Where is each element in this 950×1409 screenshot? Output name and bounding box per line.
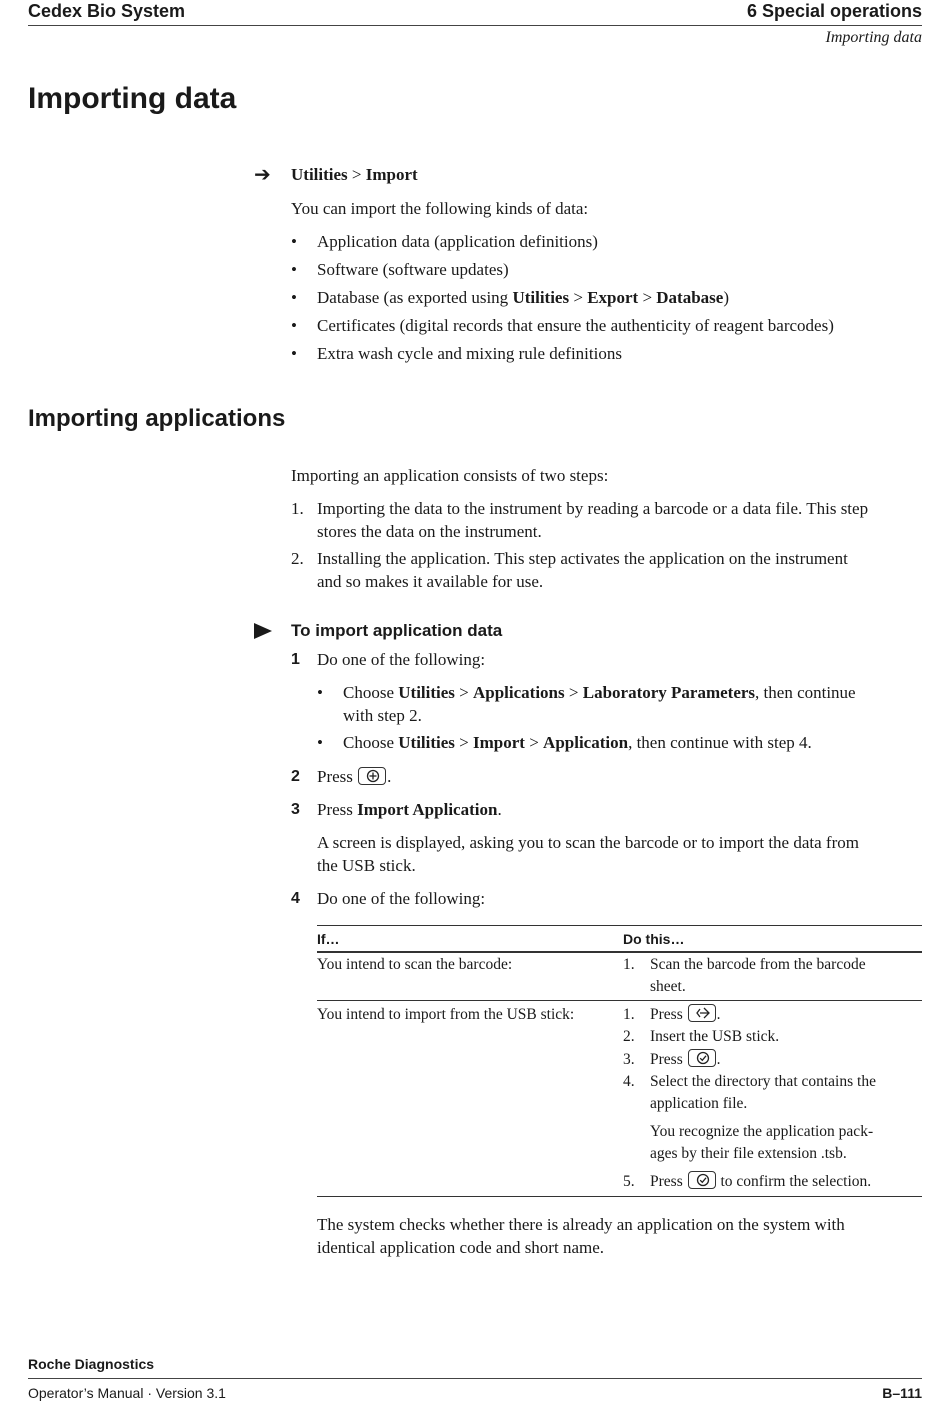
bullet-dot: • bbox=[291, 260, 297, 279]
table-row-rule bbox=[317, 1000, 922, 1001]
list-item: Software (software updates) bbox=[317, 260, 509, 279]
step-text: Press . bbox=[317, 767, 392, 786]
table-top-rule bbox=[317, 925, 922, 926]
closing-text: identical application code and short name. bbox=[317, 1238, 605, 1257]
closing-text: The system checks whether there is already an application on the system with bbox=[317, 1215, 845, 1234]
bullet-dot: • bbox=[291, 288, 297, 307]
table-header-if: If… bbox=[317, 931, 340, 947]
table-cell-do: Press . bbox=[650, 1006, 721, 1023]
intro-text: You can import the following kinds of data: bbox=[291, 199, 589, 218]
step-text: Press Import Application. bbox=[317, 800, 502, 819]
confirm-key-icon bbox=[688, 1171, 716, 1189]
step-number: 3 bbox=[291, 801, 300, 818]
table-cell-do: sheet. bbox=[650, 978, 686, 995]
table-header-rule bbox=[317, 951, 922, 953]
list-item: Extra wash cycle and mixing rule definitions bbox=[317, 344, 622, 363]
table-note: ages by their file extension .tsb. bbox=[650, 1145, 847, 1162]
step-number: 2 bbox=[291, 768, 300, 785]
menu-path-utilities: Utilities bbox=[291, 165, 348, 184]
overview-step-line: Importing the data to the instrument by reading a barcode or a data file. This step bbox=[317, 499, 869, 518]
page-title: Importing data bbox=[28, 82, 237, 115]
steps-intro: Importing an application consists of two steps: bbox=[291, 466, 609, 485]
list-item: Certificates (digital records that ensure the authenticity of reagent barcodes) bbox=[317, 316, 834, 335]
list-item: Database (as exported using Utilities > Export > Database) bbox=[317, 288, 730, 307]
add-key-icon bbox=[358, 767, 386, 785]
overview-step-number: 1. bbox=[291, 499, 304, 518]
table-cell-do: Press to confirm the selection. bbox=[650, 1173, 872, 1190]
bullet-dot: • bbox=[291, 232, 297, 251]
overview-step-line: and so makes it available for use. bbox=[317, 572, 544, 591]
procedure-title: To import application data bbox=[291, 621, 503, 640]
header-section: Importing data bbox=[825, 29, 922, 46]
step-text: Do one of the following: bbox=[317, 889, 486, 908]
table-cell-do: Scan the barcode from the barcode bbox=[650, 956, 866, 973]
step-note: the USB stick. bbox=[317, 856, 416, 875]
table-cell-if: You intend to scan the barcode: bbox=[317, 956, 513, 973]
overview-step-number: 2. bbox=[291, 549, 304, 568]
option-text: Choose Utilities > Applications > Laboratory Parameters, then continue bbox=[343, 683, 856, 702]
menu-path-sep: > bbox=[351, 165, 362, 184]
footer-manual: Operator’s Manual · Version 3.1 bbox=[28, 1385, 226, 1401]
bullet-dot: • bbox=[317, 733, 323, 752]
table-step-num: 1. bbox=[623, 956, 635, 973]
step-number: 4 bbox=[291, 890, 300, 907]
header-product: Cedex Bio System bbox=[28, 1, 186, 21]
table-note: You recognize the application pack- bbox=[650, 1123, 874, 1140]
section-title: Importing applications bbox=[28, 405, 286, 432]
footer-rule bbox=[28, 1378, 922, 1379]
arrow-right-icon: ➔ bbox=[254, 162, 271, 186]
option-text: Choose Utilities > Import > Application, then continue with step 4. bbox=[343, 733, 812, 752]
overview-step-line: stores the data on the instrument. bbox=[317, 522, 542, 541]
list-item: Application data (application definitions) bbox=[317, 232, 598, 251]
footer-company: Roche Diagnostics bbox=[28, 1356, 155, 1372]
table-step-num: 3. bbox=[623, 1051, 635, 1068]
bullet-dot: • bbox=[317, 683, 323, 702]
table-cell-do: Insert the USB stick. bbox=[650, 1028, 780, 1045]
table-header-do: Do this… bbox=[623, 931, 685, 947]
header-rule bbox=[28, 25, 922, 26]
step-number: 1 bbox=[291, 651, 300, 668]
menu-path bbox=[291, 163, 418, 186]
step-note: A screen is displayed, asking you to scan the barcode or to import the data from bbox=[317, 833, 859, 852]
table-bottom-rule bbox=[317, 1196, 922, 1197]
menu-path-import: Import bbox=[365, 165, 418, 184]
table-cell-do: Select the directory that contains the bbox=[650, 1073, 876, 1090]
step-text: Do one of the following: bbox=[317, 650, 486, 669]
table-cell-do: Press . bbox=[650, 1051, 721, 1068]
table-cell-do: application file. bbox=[650, 1095, 748, 1112]
table-step-num: 2. bbox=[623, 1028, 635, 1045]
import-key-icon bbox=[688, 1004, 716, 1022]
bullet-dot: • bbox=[291, 316, 297, 335]
table-step-num: 5. bbox=[623, 1173, 635, 1190]
page-number: B–111 bbox=[882, 1385, 922, 1401]
header-chapter: 6 Special operations bbox=[746, 1, 922, 21]
table-cell-if: You intend to import from the USB stick: bbox=[317, 1006, 575, 1023]
triangle-pointer-icon bbox=[254, 623, 272, 639]
bullet-dot: • bbox=[291, 344, 297, 363]
table-step-num: 4. bbox=[623, 1073, 635, 1090]
confirm-key-icon bbox=[688, 1049, 716, 1067]
table-step-num: 1. bbox=[623, 1006, 635, 1023]
option-text-cont: with step 2. bbox=[343, 706, 422, 725]
overview-step-line: Installing the application. This step activates the application on the instrument bbox=[317, 549, 848, 568]
